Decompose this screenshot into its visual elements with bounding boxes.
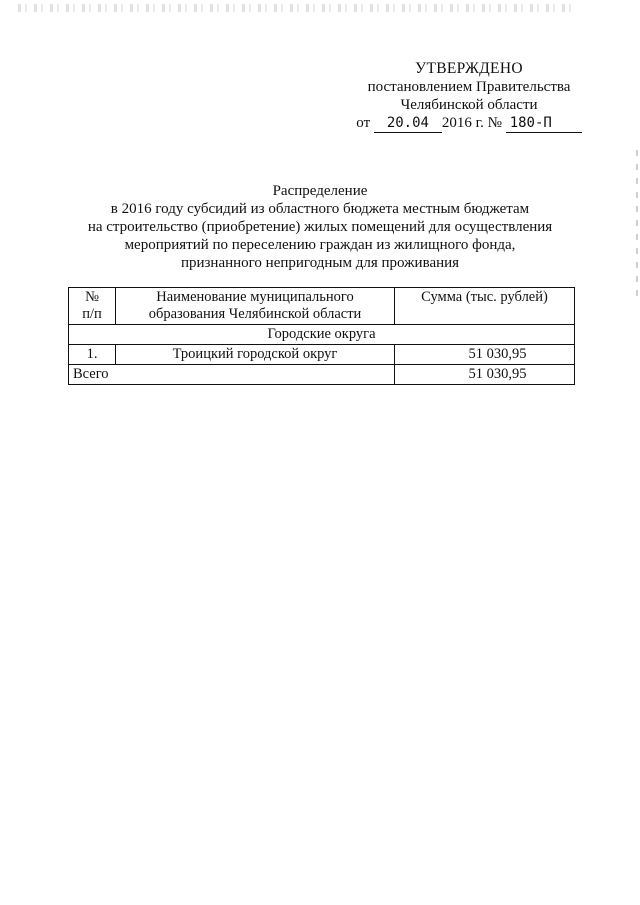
section-label: Городские округа	[69, 325, 575, 345]
row-num: 1.	[69, 345, 116, 365]
from-prefix: от	[356, 115, 371, 131]
row-sum: 51 030,95	[395, 345, 575, 365]
approval-stamp	[344, 60, 594, 133]
total-sum: 51 030,95	[395, 365, 575, 385]
heading-line-4: признанного непригодным для проживания	[180, 255, 460, 271]
approval-date-line	[344, 114, 594, 133]
document-heading	[70, 182, 570, 272]
heading-line-3: мероприятий по переселению граждан из жилищного фонда,	[124, 237, 516, 253]
heading-title: Распределение	[272, 183, 368, 199]
row-name: Троицкий городской округ	[116, 345, 395, 365]
total-row	[69, 365, 575, 385]
total-label: Всего	[69, 365, 395, 385]
heading-line-2: на строительство (приобретение) жилых помещений для осуществления	[87, 219, 553, 235]
header-name: Наименование муниципального образования Челябинской области	[116, 288, 395, 325]
handwritten-date: 20.04	[374, 114, 442, 133]
heading-line-1: в 2016 году субсидий из областного бюджета местным бюджетам	[110, 201, 530, 217]
handwritten-number: 180-П	[506, 114, 582, 133]
approval-line-1: постановлением Правительства	[367, 79, 571, 95]
header-sum: Сумма (тыс. рублей)	[395, 288, 575, 325]
year-suffix: 2016 г. №	[441, 115, 502, 131]
table-row	[69, 345, 575, 365]
scan-noise	[18, 4, 578, 12]
approved-heading: УТВЕРЖДЕНО	[415, 60, 523, 77]
approval-line-2: Челябинской области	[400, 97, 538, 113]
table-header-row	[69, 288, 575, 325]
section-row	[69, 325, 575, 345]
scan-edge-mark	[636, 150, 638, 300]
header-num: № п/п	[69, 288, 116, 325]
allocation-table	[68, 287, 575, 385]
